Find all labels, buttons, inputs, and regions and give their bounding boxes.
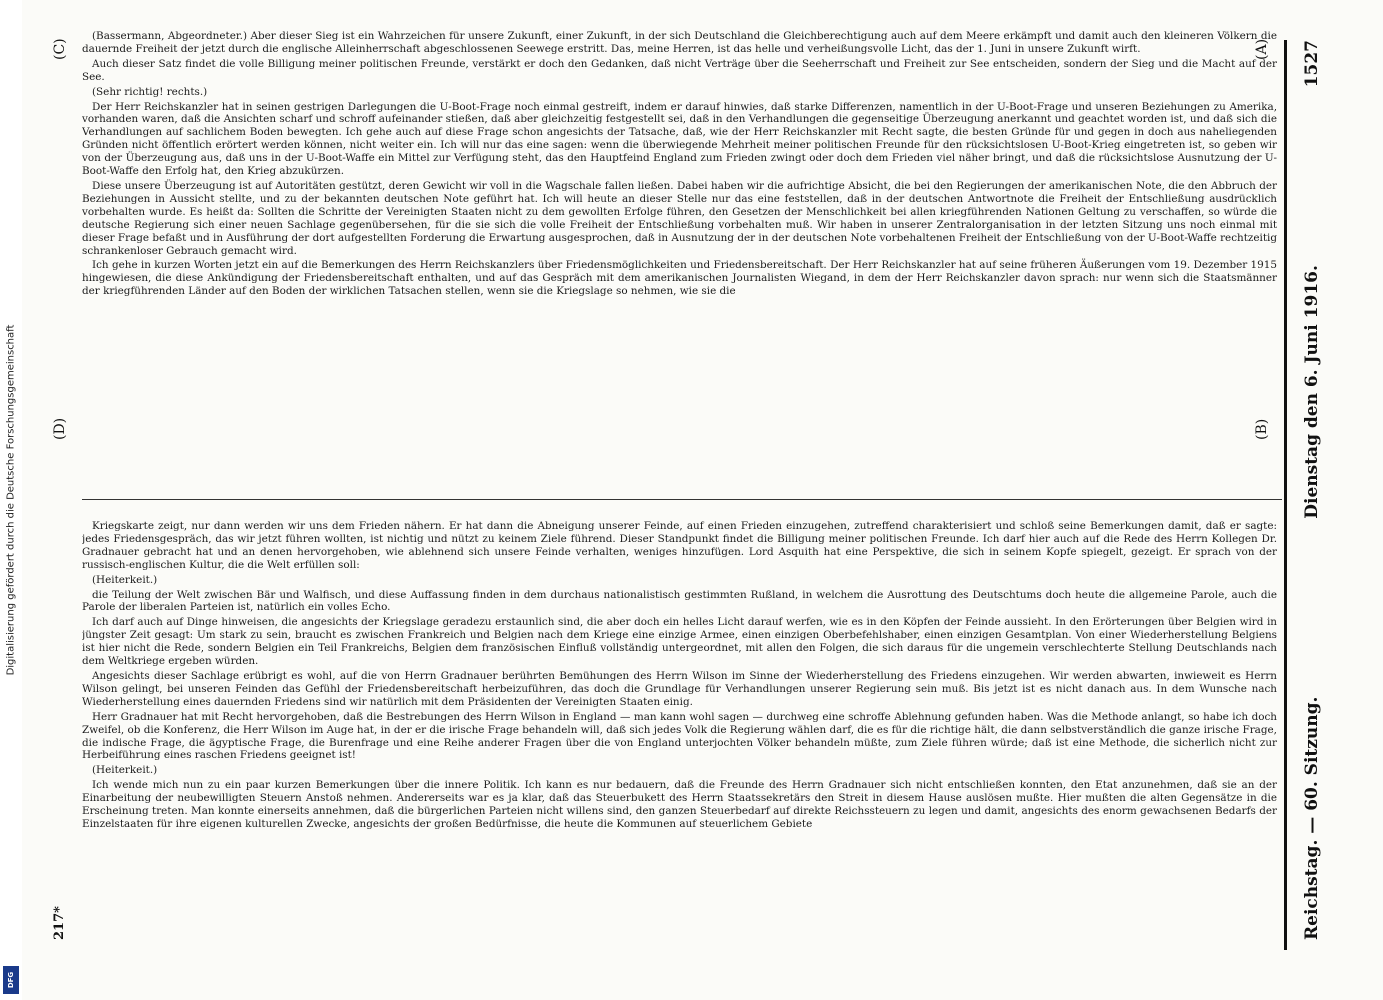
paragraph: Ich darf auch auf Dinge hinweisen, die angesichts der Kriegslage geradezu erstaunlich sind, die aber doch ein helles Licht darauf werfen, wie es in den Köpfen der Feinde aussieht. In den Erörterungen über Belgien wird in jüngster Zeit gesagt: Um stark zu sein, braucht es zwischen Frankreich und Belgien nach dem Kriege eine einzige Armee, einen einzigen Oberbefehlshaber, einen einzigen Gesamtplan. Von einer Wiederherstellung Belgiens ist hier nicht die Rede, sondern Belgien ein Teil Frankreichs, Belgien dem französischen Einfluß vollständig untergeordnet, mit allen den Folgen, die sich daraus für die ungemein verschlechterte Stellung Deutschlands nach dem Weltkriege ergeben würden. — [82, 616, 1277, 668]
right-column — [82, 520, 1277, 960]
paragraph: Herr Gradnauer hat mit Recht hervorgehoben, daß die Bestrebungen des Herrn Wilson in England — man kann wohl sagen — durchweg eine schroffe Ablehnung gefunden haben. Was die Methode anlangt, so habe ich doch Zweifel, ob die Konferenz, die Herr Wilson im Auge hat, in der er die irische Frage behandeln will, daß sich jedes Volk die Regierung wählen darf, die es für die richtige hält, die dann selbstverständlich die ganze irische Frage, die indische Frage, die ägyptische Frage, die Burenfrage und eine Reihe anderer Fragen über die von England unterjochten Völker behandeln müßte, zum Ziele führen würde; daß ist eine Methode, die sicherlich nicht zur Herbeiführung eines raschen Friedens geeignet ist! — [82, 710, 1277, 762]
paragraph: Ich wende mich nun zu ein paar kurzen Bemerkungen über die innere Politik. Ich kann es nur bedauern, daß die Freunde des Herrn Gradnauer sich nicht entschließen konnten, den Etat anzunehmen, daß sie an der Einarbeitung der neubewilligten Steuern Anstoß nehmen. Andererseits war es ja klar, daß das Steuerbukett des Herrn Staatssekretärs den Streit in diesem Hause auslösen mußte. Hier mußten die alten Gegensätze in die Erscheinung treten. Man konnte einerseits annehmen, daß die bürgerlichen Parteien nicht willens sind, den ganzen Steuerbedarf auf direkte Reichssteuern zu legen und damit, angesichts des enorm gewachsenen Bedarfs der Einzelstaaten für ihre eigenen kulturellen Zwecke, angesichts der großen Bedürfnisse, die heute die Kommunen auf steuerlichem Gebiete — [82, 779, 1277, 830]
header-left: Reichstag. — 60. Sitzung. — [1302, 696, 1322, 940]
digitization-strip — [0, 0, 22, 1000]
paragraph: (Heiterkeit.) — [92, 573, 158, 586]
marker-d: (D) — [52, 417, 68, 440]
left-column — [82, 30, 1277, 470]
paragraph: (Sehr richtig! rechts.) — [92, 85, 208, 98]
page-header — [1292, 40, 1332, 940]
paragraph: Der Herr Reichskanzler hat in seinen gestrigen Darlegungen die U-Boot-Frage noch einmal gestreift, indem er darauf hinwies, daß starke Differenzen, namentlich in der U-Boot-Frage und unseren Beziehungen zu Amerika, vorhanden waren, daß die Ansichten scharf und schroff aufeinander stießen, daß aber gleichzeitig festgestellt sei, daß in den Verhandlungen die gegenseitige Überzeugung anerkannt und geachtet worden ist, und daß sich die Verhandlungen auf sachlichem Boden bewegten. Ich gehe auch auf diese Frage schon angesichts der Tatsache, daß, wie der Herr Reichskanzler mit Recht sagte, die besten Gründe für und gegen in doch aus naheliegenden Gründen nicht öffentlich erörtert werden können, nicht weiter ein. Ich will nur das eine sagen: wenn die überwiegende Mehrheit meiner politischen Freunde für den rücksichtslosen U-Boot-Krieg eingetreten ist, so geben wir von der Überzeugung aus, daß uns in der U-Boot-Waffe ein Mittel zur Verfügung steht, das den Hauptfeind England zum Frieden zwingt oder doch dem Frieden viel näher bringt, und daß die rücksichtslose Ausnutzung der U-Boot-Waffe den Erfolg hat, den Krieg abzukürzen. — [82, 100, 1277, 178]
paragraph: Ich gehe in kurzen Worten jetzt ein auf die Bemerkungen des Herrn Reichskanzlers über Friedensmöglichkeiten und Friedensbereitschaft. Der Herr Reichskanzler hat auf seine früheren Äußerungen vom 19. Dezember 1915 hingewiesen, die diese Ankündigung der Friedensbereitschaft enthalten, und auf das Gespräch mit dem amerikanischen Journalisten Wiegand, in dem der Herr Reichskanzler davon sprach: nur wenn sich die Staatsmänner der kriegführenden Länder auf den Boden der wirklichen Tatsachen stellen, wenn sie die Kriegslage so nehmen, wie sie die — [82, 259, 1277, 298]
rotated-sheet — [22, 0, 1383, 1000]
sheet-number: 217* — [52, 906, 67, 940]
paragraph: (Bassermann, Abgeordneter.) Aber dieser Sieg ist ein Wahrzeichen für unsere Zukunft, einer Zukunft, in der sich Deutschland die Gleichberechtigung auch auf dem Meere erkämpft und damit auch den kleineren Völkern die dauernde Freiheit der jetzt durch die englische Alleinherrschaft abgeschlossenen Seewege erstritt. Das, meine Herren, ist das helle und verheißungsvolle Licht, das der 1. Juni in unsere Zukunft wirft. — [82, 30, 1277, 55]
marker-c: (C) — [52, 38, 68, 60]
digitization-credit: Digitalisierung gefördert durch die Deutsche Forschungsgemeinschaft — [5, 324, 17, 676]
header-page-number: 1527 — [1302, 40, 1322, 88]
paragraph: Diese unsere Überzeugung ist auf Autoritäten gestützt, deren Gewicht wir voll in die Wagschale fallen ließen. Dabei haben wir die aufrichtige Absicht, die bei den Regierungen der amerikanischen Note, die den Abbruch der Beziehungen in Aussicht stellte, und zu der bekannten deutschen Note geführt hat. Ich will heute an dieser Stelle nur das eine feststellen, daß in der deutschen Antwortnote die Freiheit der Entschließung ausdrücklich vorbehalten wurde. Es heißt da: Sollten die Schritte der Vereinigten Staaten nicht zu dem gewollten Erfolge führen, den Gesetzen der Menschlichkeit bei allen kriegführenden Nationen Geltung zu verschaffen, so würde die deutsche Regierung sich einer neuen Sachlage gegenübersehen, für die sie sich die volle Freiheit der Entschließung vorbehalten muß. Wir haben in unserer Zentralorganisation in der letzten Sitzung uns noch einmal mit dieser Frage befaßt und in Ausführung der dort aufgestellten Forderung die Erwartung ausgesprochen, daß in Ausnutzung der in der deutschen Note vorbehaltenen Freiheit der Entschließung von der U-Boot-Waffe rechtzeitig schrankenloser Gebrauch gemacht wird. — [82, 179, 1277, 257]
header-center: Dienstag den 6. Juni 1916. — [1302, 265, 1322, 519]
marker-b: (B) — [1254, 418, 1270, 440]
marker-a: (A) — [1254, 38, 1270, 60]
column-divider — [82, 499, 1282, 500]
paragraph: (Heiterkeit.) — [92, 764, 158, 777]
paragraph: Angesichts dieser Sachlage erübrigt es wohl, auf die von Herrn Gradnauer berührten Bemühungen des Herrn Wilson im Sinne der Wiederherstellung des Friedens einzugehen. Wir werden abwarten, inwieweit es Herrn Wilson gelingt, bei unseren Feinden das Gefühl der Friedensbereitschaft herbeizuführen, das doch die Grundlage für Verhandlungen unserer Regierung sein muß. Bis jetzt ist es nicht danach aus. In dem Wunsche nach Wiederherstellung eines dauernden Friedens sind wir natürlich mit dem Präsidenten der Vereinigten Staaten einig. — [82, 669, 1277, 708]
paragraph: Auch dieser Satz findet die volle Billigung meiner politischen Freunde, verstärkt er doch den Gedanken, daß nicht Verträge über die Seeherrschaft und Freiheit zur See entscheiden, sondern der Sieg und die Macht auf der See. — [82, 57, 1277, 83]
paragraph: Kriegskarte zeigt, nur dann werden wir uns dem Frieden nähern. Er hat dann die Abneigung unserer Feinde, auf einen Frieden einzugehen, zutreffend charakterisiert und schloß seine Bemerkungen damit, daß er sagte: jedes Friedensgespräch, das wir jetzt führen wollten, ist nichtig und nützt zu keinem Ziele führend. Dieser Standpunkt findet die Billigung meiner politischen Freunde. Ich darf hier auch auf die Rede des Herrn Kollegen Dr. Gradnauer gebracht hat und an denen hervorgehoben, wie ablehnend sich unsere Feinde verhalten, weniges hinzufügen. Lord Asquith hat eine Perspektive, die sich in seinem Kopfe spiegelt, gezeigt. Er sprach von der russisch-englischen Kultur, die die Welt erfüllen soll: — [82, 520, 1277, 571]
scanned-page — [22, 0, 1383, 1000]
dfg-logo: DFG — [3, 966, 19, 994]
paragraph: die Teilung der Welt zwischen Bär und Walfisch, und diese Auffassung finden in dem durchaus nationalistisch gestimmten Rußland, in welchem die Ausrottung des Deutschtums doch heute die allgemeine Parole, auch die Parole der liberalen Parteien ist, natürlich ein volles Echo. — [82, 588, 1277, 614]
header-rule — [1284, 40, 1287, 950]
